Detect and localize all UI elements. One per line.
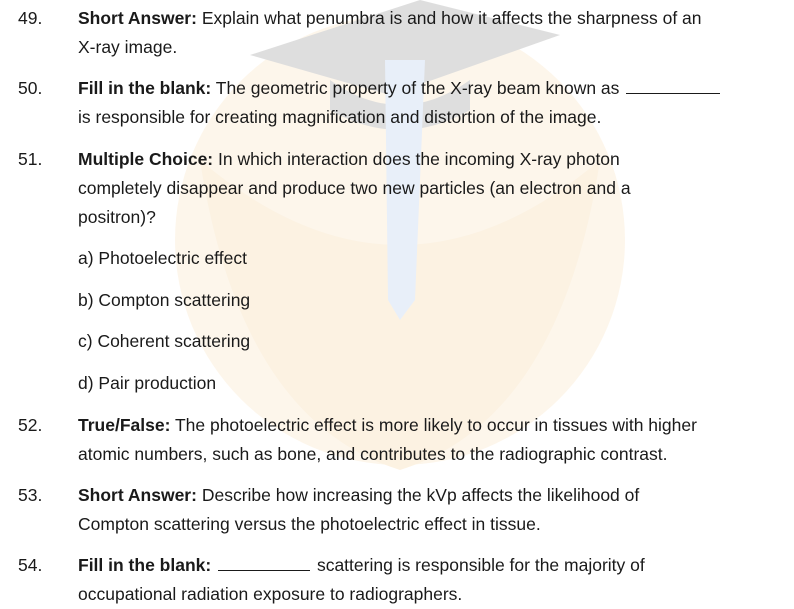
question-type: Fill in the blank: — [78, 78, 212, 98]
question-text-line: completely disappear and produce two new particles (an electron and a — [78, 178, 631, 198]
question-text-line: atomic numbers, such as bone, and contributes to the radiographic contrast. — [78, 444, 668, 464]
option-b: b) Compton scattering — [78, 290, 251, 310]
question-type: Fill in the blank: — [78, 555, 212, 575]
question-text-line: positron)? — [78, 207, 156, 227]
question-text-line: Compton scattering versus the photoelectric effect in tissue. — [78, 514, 541, 534]
question-number: 54. — [18, 555, 43, 575]
graduation-cap-icon — [175, 0, 625, 470]
option-a: a) Photoelectric effect — [78, 248, 247, 268]
question-number: 51. — [18, 149, 43, 169]
question-text-line: is responsible for creating magnification and distortion of the image. — [78, 107, 602, 127]
answer-blank — [218, 569, 310, 571]
question-number: 53. — [18, 485, 43, 505]
question-type: Short Answer: — [78, 485, 197, 505]
question-number: 49. — [18, 8, 43, 28]
question-text-line: Describe how increasing the kVp affects the likelihood of — [201, 485, 640, 505]
option-c: c) Coherent scattering — [78, 331, 251, 351]
option-d: d) Pair production — [78, 373, 217, 393]
question-number: 52. — [18, 415, 43, 435]
question-text-line: scattering is responsible for the majority of — [316, 555, 645, 575]
question-text-line: occupational radiation exposure to radiographers. — [78, 584, 463, 604]
question-text-line: Explain what penumbra is and how it affects the sharpness of an — [201, 8, 702, 28]
question-type: Short Answer: — [78, 8, 197, 28]
question-type: Multiple Choice: — [78, 149, 214, 169]
question-text-line: In which interaction does the incoming X-ray photon — [218, 149, 620, 169]
question-number: 50. — [18, 78, 43, 98]
answer-blank — [626, 92, 720, 94]
question-text-line: The photoelectric effect is more likely to occur in tissues with higher — [174, 415, 697, 435]
question-text-line: X-ray image. — [78, 37, 178, 57]
question-type: True/False: — [78, 415, 171, 435]
question-text-line: The geometric property of the X-ray beam known as — [215, 78, 620, 98]
